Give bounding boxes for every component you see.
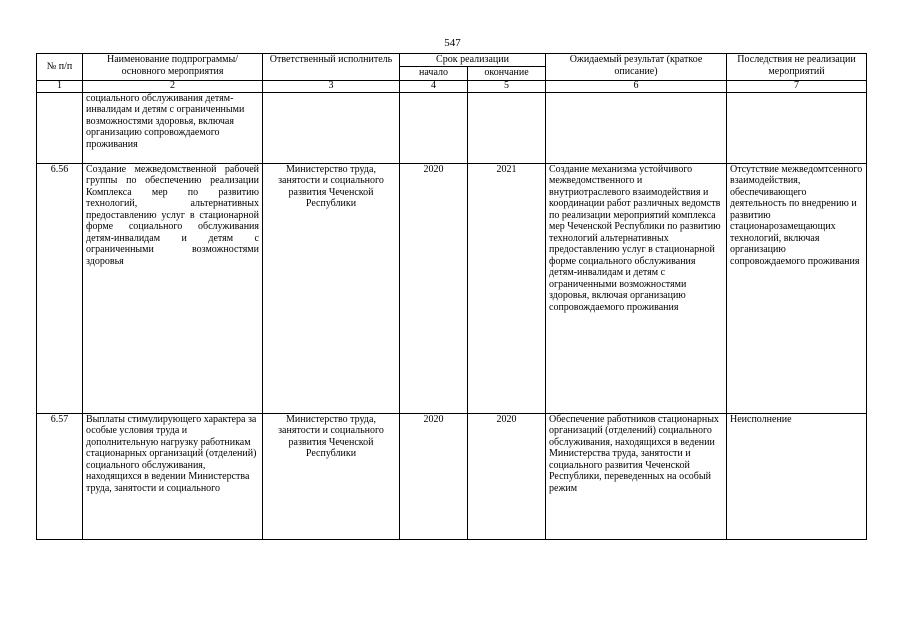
- expected-result: [546, 92, 727, 163]
- activity-name: Создание межведомственной рабочей группы по обеспечению реализации Комплекса мер по развитию технологий, альтернативных предоставлению услуг в стационарной форме социального обслуживания детям-инвалидам и детям с ограниченными возможностями здоровья: [83, 163, 263, 413]
- end-year: 2021: [468, 163, 546, 413]
- header-num: № п/п: [37, 54, 83, 81]
- header-period: Срок реализации: [400, 54, 546, 67]
- executor: [263, 92, 400, 163]
- header-end: окончание: [468, 66, 546, 80]
- start-year: 2020: [400, 163, 468, 413]
- row-number: 6.57: [37, 413, 83, 539]
- page-number: 547: [444, 37, 461, 49]
- activity-name: Выплаты стимулирующего характера за особые условия труда и дополнительную нагрузку работникам стационарных организаций (отделений) социального обслуживания, находящихся в ведении Министерства труда, занятости и социального: [83, 413, 263, 539]
- end-year: 2020: [468, 413, 546, 539]
- header-executor: Ответственный исполнитель: [263, 54, 400, 81]
- table-row: [37, 92, 867, 163]
- table-header: [37, 54, 867, 93]
- column-number: 5: [468, 80, 546, 92]
- consequences: Отсутствие межведомтсенного взаимодействия, обеспечивающего деятельность по внедрению и развитию стационарозамещающих технологий, включая организацию сопровождаемого проживания: [727, 163, 867, 413]
- consequences: [727, 92, 867, 163]
- column-number: 2: [83, 80, 263, 92]
- header-consequences: Последствия не реализации мероприятий: [727, 54, 867, 81]
- column-number: 1: [37, 80, 83, 92]
- column-number: 4: [400, 80, 468, 92]
- header-name: Наименование подпрограммы/ основного мероприятия: [83, 54, 263, 81]
- expected-result: Создание механизма устойчивого межведомственного и внутриотраслевого взаимодействия и координации работ различных ведомств по реализации мероприятий комплекса мер Чеченской Республики по развитию технологий альтернативных предоставлению услуг в стационарной форме социального обслуживания детям-инвалидам и детям с ограниченными возможностями здоровья, включая организацию сопровождаемого проживания: [546, 163, 727, 413]
- executor: Министерство труда, занятости и социального развития Чеченской Республики: [263, 163, 400, 413]
- end-year: [468, 92, 546, 163]
- start-year: 2020: [400, 413, 468, 539]
- column-number: 7: [727, 80, 867, 92]
- activity-name: социального обслуживания детям-инвалидам и детям с ограниченными возможностями здоровья, включая организацию сопровождаемого проживания: [83, 92, 263, 163]
- executor: Министерство труда, занятости и социального развития Чеченской Республики: [263, 413, 400, 539]
- row-number: 6.56: [37, 163, 83, 413]
- activities-table: [36, 53, 867, 540]
- expected-result: Обеспечение работников стационарных организаций (отделений) социального обслуживания, находящихся в ведении Министерства труда, занятости и социального развития Чеченской Республики, переведенных на особый режим: [546, 413, 727, 539]
- column-number: 3: [263, 80, 400, 92]
- table-row: [37, 163, 867, 413]
- header-result: Ожидаемый результат (краткое описание): [546, 54, 727, 81]
- consequences: Неисполнение: [727, 413, 867, 539]
- start-year: [400, 92, 468, 163]
- column-number: 6: [546, 80, 727, 92]
- row-number: [37, 92, 83, 163]
- column-number-row: [37, 80, 867, 92]
- header-start: начало: [400, 66, 468, 80]
- table-row: [37, 413, 867, 539]
